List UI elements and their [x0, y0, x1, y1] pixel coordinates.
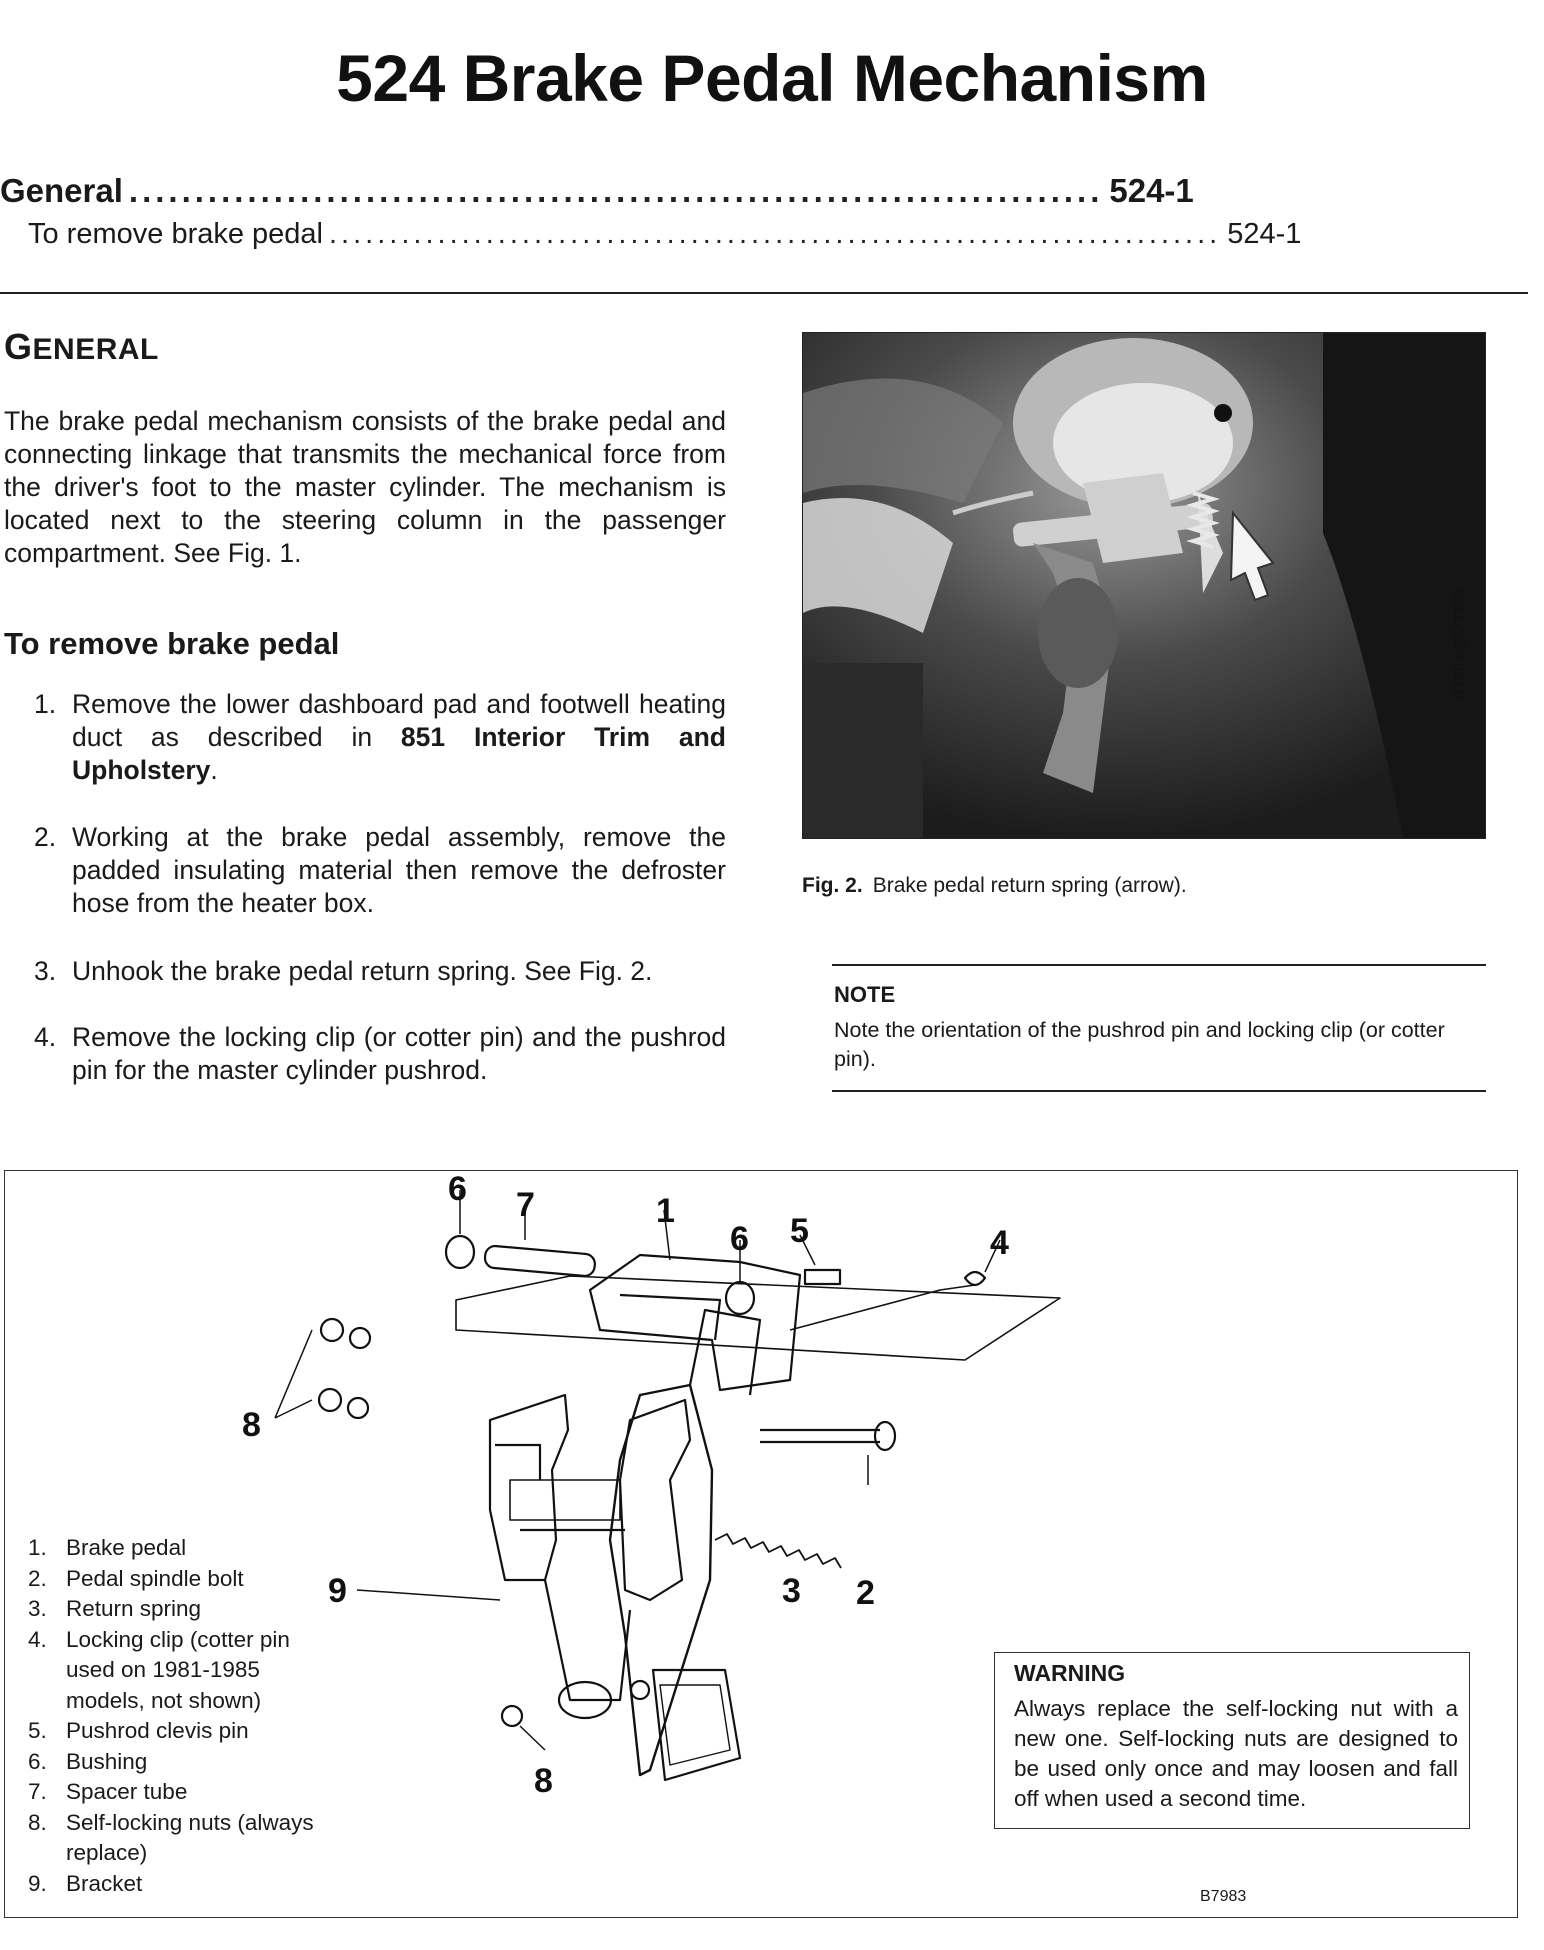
- section-heading-general: GENERAL: [4, 326, 159, 367]
- procedure-step: [34, 688, 726, 787]
- toc-entry-remove-brake-pedal[interactable]: [0, 218, 1302, 258]
- warning-title: WARNING: [1014, 1660, 1126, 1686]
- procedure-step: [34, 1021, 726, 1087]
- bushing: [446, 1236, 474, 1268]
- step-number: 3.: [34, 956, 57, 986]
- step-text: Remove the lower dashboard pad and footwell heating duct as described in 851 Interior Trim and Upholstery.: [72, 689, 726, 785]
- toc-label: General: [0, 172, 123, 209]
- callout-3: 3: [782, 1572, 801, 1610]
- page-title: 524 Brake Pedal Mechanism: [336, 41, 1208, 115]
- figure-label: Fig. 2.: [802, 874, 863, 897]
- callout-2: 2: [856, 1574, 875, 1612]
- photo-reference-code: B7984-S5/3399: [1452, 588, 1469, 700]
- general-paragraph: The brake pedal mechanism consists of the brake pedal and connecting linkage that transmits the mechanical force from the driver's foot to the master cylinder. The mechanism is located next to the steering column in the passenger compartment. See Fig. 1.: [4, 406, 726, 568]
- callout-1: 1: [656, 1192, 675, 1230]
- cross-reference: 851 Interior Trim and Upholstery: [72, 722, 726, 785]
- figure-1-reference-code: B7983: [1200, 1888, 1247, 1905]
- step-number: 1.: [34, 689, 57, 719]
- callout-6: 6: [730, 1220, 749, 1258]
- step-number: 2.: [34, 822, 57, 852]
- step-text: Remove the locking clip (or cotter pin) and the pushrod pin for the master cylinder pushrod.: [72, 1022, 726, 1085]
- note-rule-top: [832, 964, 1486, 966]
- legend-item: 6. Bushing: [28, 1748, 148, 1774]
- self-locking-nut: [348, 1398, 368, 1418]
- pedal-pad: [653, 1670, 740, 1780]
- spindle-bolt: [760, 1430, 880, 1442]
- subsection-heading-remove: To remove brake pedal: [4, 626, 340, 661]
- bracket-left-plate: [490, 1395, 568, 1580]
- return-spring: [715, 1534, 841, 1568]
- step-text: Unhook the brake pedal return spring. See Fig. 2.: [72, 956, 653, 986]
- toc-page: 524-1: [1227, 218, 1302, 250]
- callout-8: 8: [242, 1406, 261, 1444]
- step-number: 4.: [34, 1022, 57, 1052]
- legend-item: 8. Self-locking nuts (always replace): [28, 1809, 314, 1865]
- brake-pedal-photo: [802, 332, 1486, 839]
- bushing: [726, 1282, 754, 1314]
- toc-label: To remove brake pedal: [28, 218, 323, 250]
- toc-entry-general[interactable]: [0, 172, 1194, 212]
- photo-illustration: [803, 333, 1485, 838]
- toc-leader-dots: ..........................................................................: [128, 172, 1104, 209]
- note-text: Note the orientation of the pushrod pin and locking clip (or cotter pin).: [834, 1018, 1445, 1071]
- bracket-right-plate: [620, 1400, 690, 1600]
- procedure-step: [34, 821, 726, 920]
- locking-clip: [965, 1272, 985, 1285]
- self-locking-nut: [321, 1319, 343, 1341]
- toc-page: 524-1: [1109, 172, 1194, 209]
- note-rule-bottom: [832, 1090, 1486, 1092]
- section-divider: [0, 292, 1528, 294]
- figure-1-legend: [28, 1533, 328, 1899]
- self-locking-nut: [319, 1389, 341, 1411]
- legend-item: 7. Spacer tube: [28, 1779, 188, 1804]
- warning-text: Always replace the self-locking nut with a new one. Self-locking nuts are designed to be used only once and may loosen and fall off when used a second time.: [1014, 1696, 1458, 1811]
- legend-item: 3. Return spring: [28, 1596, 202, 1621]
- legend-item: 1. Brake pedal: [28, 1535, 187, 1560]
- clevis-pin: [805, 1270, 840, 1284]
- callout-7: 7: [516, 1186, 535, 1224]
- figure-2-caption: [802, 874, 1187, 898]
- legend-item: 2. Pedal spindle bolt: [28, 1565, 244, 1591]
- callout-5: 5: [790, 1212, 809, 1250]
- self-locking-nut: [502, 1706, 522, 1726]
- note-title: NOTE: [834, 982, 896, 1007]
- spacer-tube: [484, 1245, 595, 1277]
- legend-item: 4. Locking clip (cotter pin used on 1981-1985 models, not shown): [28, 1626, 290, 1713]
- caption-text: Brake pedal return spring (arrow).: [872, 874, 1187, 897]
- step-text: Working at the brake pedal assembly, remove the padded insulating material then remove the defroster hose from the heater box.: [72, 822, 726, 918]
- legend-item: 9. Bracket: [28, 1870, 143, 1896]
- procedure-step: [34, 955, 726, 988]
- callout-8: 8: [534, 1762, 553, 1800]
- self-locking-nut: [350, 1328, 370, 1348]
- toc-leader-dots: ..........................................................................: [329, 218, 1222, 250]
- callout-9: 9: [328, 1572, 347, 1610]
- callout-6: 6: [448, 1170, 467, 1208]
- callout-4: 4: [990, 1224, 1009, 1262]
- legend-item: 5. Pushrod clevis pin: [28, 1718, 249, 1743]
